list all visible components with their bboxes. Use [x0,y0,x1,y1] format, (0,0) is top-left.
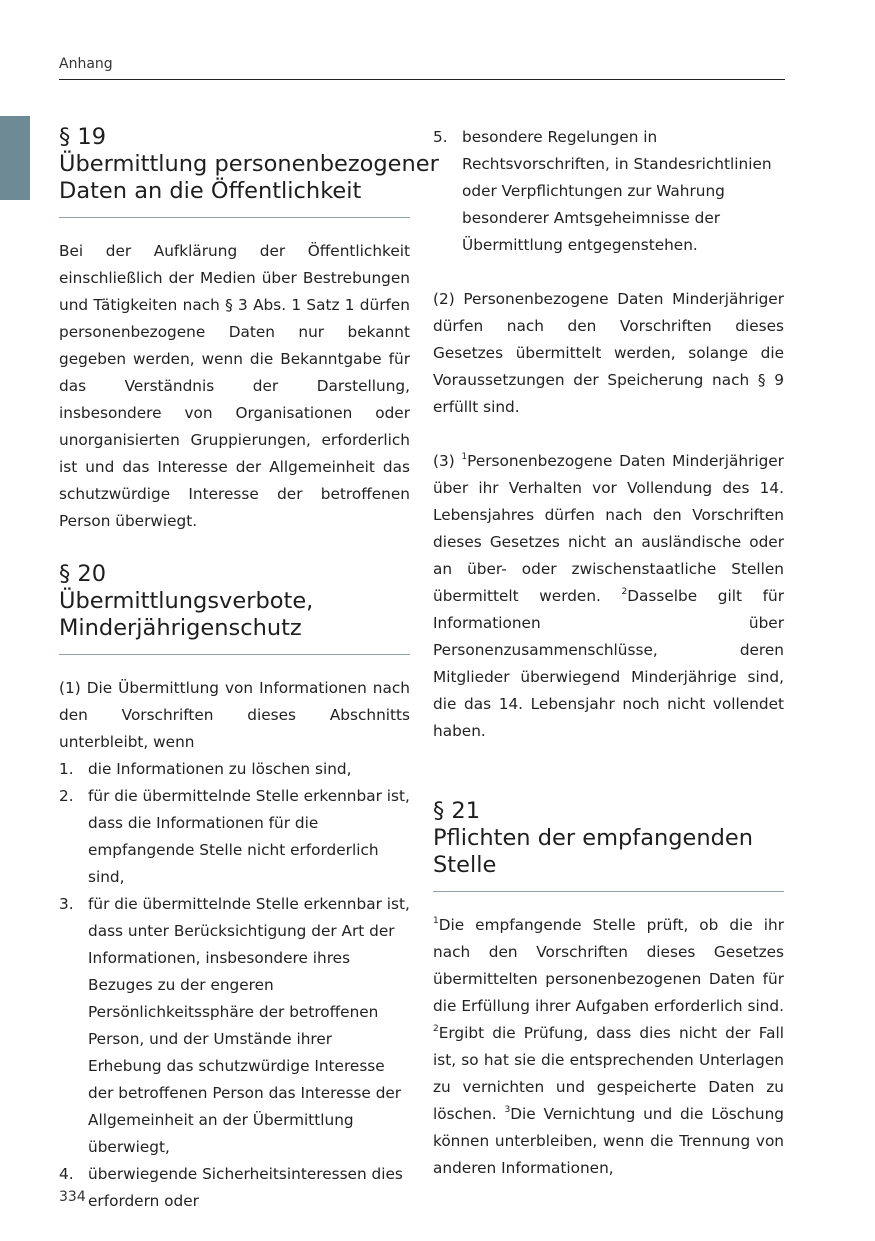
section-20-title-line2: Minderjährigenschutz [59,615,302,641]
section-20-list-right [433,124,784,259]
spacer [433,421,784,448]
para-label: (3) [433,452,455,470]
list-item [59,783,410,891]
page-number: 334 [59,1189,86,1205]
sentence-number: 1 [433,915,439,926]
list-item [59,1161,410,1215]
section-20-number: § 20 [59,561,107,587]
spacer [59,535,410,561]
section-19-number: § 19 [59,124,107,150]
list-item-text: für die übermittelnde Stelle erkennbar ist, dass die Informationen für die empfangende Stelle nicht erforderlich sind, [88,787,410,886]
sentence-text: Die Vernichtung und die Löschung können unterbleiben, wenn die Trennung von anderen Informationen, [433,1105,784,1177]
section-21-number: § 21 [433,798,481,824]
list-item-number: 4. [59,1165,74,1183]
list-item [59,756,410,783]
spacer [433,745,784,798]
chapter-tab-marker [0,116,30,200]
list-item-number: 1. [59,760,74,778]
right-column [433,124,784,1182]
section-20-title-line1: Übermittlungsverbote, [59,588,314,614]
section-20-heading [59,561,410,655]
section-21-heading [433,798,784,892]
sentence-text: Ergibt die Prüfung, dass dies nicht der Fall ist, so hat sie die entsprechenden Unterlagen zu vernichten und gespeicherte Daten zu löschen. [433,1024,784,1123]
list-item-text: die Informationen zu löschen sind, [88,760,352,778]
section-19-body: Bei der Aufklärung der Öffentlichkeit einschließlich der Medien über Bestrebungen und Tätigkeiten nach § 3 Abs. 1 Satz 1 dürfen personenbezogene Daten nur bekannt gegeben werden, wenn die Bekanntgabe für das Verständnis der Darstellung, insbesondere von Organisationen oder unorganisierten Gruppierungen, erforderlich ist und das Interesse der Allgemeinheit das schutzwürdige Interesse der betroffenen Person überwiegt. [59,242,410,530]
list-item-number: 3. [59,895,74,913]
list-item-text: überwiegende Sicherheitsinteressen dies erfordern oder [88,1165,403,1210]
section-19-title-line1: Übermittlung personenbezogener [59,151,439,177]
list-item [433,124,784,259]
list-item-number: 2. [59,787,74,805]
sentence-number: 2 [433,1023,439,1034]
running-header: Anhang [59,56,113,72]
sentence-text: Personenbezogene Daten Minderjähriger über ihr Verhalten vor Vollendung des 14. Lebensjahres dürfen nach den Vorschriften dieses Gesetzes nicht an ausländische oder an über- oder zwischenstaatliche Stellen übermittelt werden. [433,452,784,605]
section-19-heading [59,124,439,218]
section-21-title-line2: Stelle [433,852,497,878]
sentence-number: 3 [504,1104,511,1115]
sentence-text: Dasselbe gilt für Informationen über Personenzusammenschlüsse, deren Mitglieder überwiegend Minderjährige sind, die das 14. Lebensjahr noch nicht vollendet haben. [433,587,784,740]
spacer [433,259,784,286]
list-item-number: 5. [433,128,448,146]
section-21-title-line1: Pflichten der empfangenden [433,825,754,851]
header-rule [59,79,785,80]
section-20-para2: (2) Personenbezogene Daten Minderjähriger dürfen nach den Vorschriften dieses Gesetzes übermittelt werden, solange die Voraussetzungen der Speicherung nach § 9 erfüllt sind. [433,290,784,416]
section-20-para3 [433,448,784,745]
section-21-body [433,912,784,1182]
section-20-para1-intro: (1) Die Übermittlung von Informationen nach den Vorschriften dieses Abschnitts unterbleibt, wenn [59,679,410,751]
sentence-text: Die empfangende Stelle prüft, ob die ihr nach den Vorschriften dieses Gesetzes übermittelten personenbezogenen Daten für die Erfüllung ihrer Aufgaben erforderlich sind. [433,916,784,1015]
left-column [59,124,439,1215]
section-20-list-left [59,756,410,1215]
section-19-title-line2: Daten an die Öffentlichkeit [59,178,362,204]
list-item-text: für die übermittelnde Stelle erkennbar ist, dass unter Berücksichtigung der Art der Informationen, insbesondere ihres Bezuges zu der engeren Persönlichkeitssphäre der betroffenen Person, und der Umstände ihrer Erhebung das schutzwürdige Interesse der betroffenen Person das Interesse der Allgemeinheit an der Übermittlung überwiegt, [88,895,410,1156]
list-item [59,891,410,1161]
sentence-number: 1 [461,451,468,462]
list-item-text: besondere Regelungen in Rechtsvorschriften, in Standesrichtlinien oder Verpflichtungen zur Wahrung besonderer Amtsgeheimnisse der Übermittlung entgegenstehen. [462,128,772,254]
sentence-number: 2 [621,586,628,597]
